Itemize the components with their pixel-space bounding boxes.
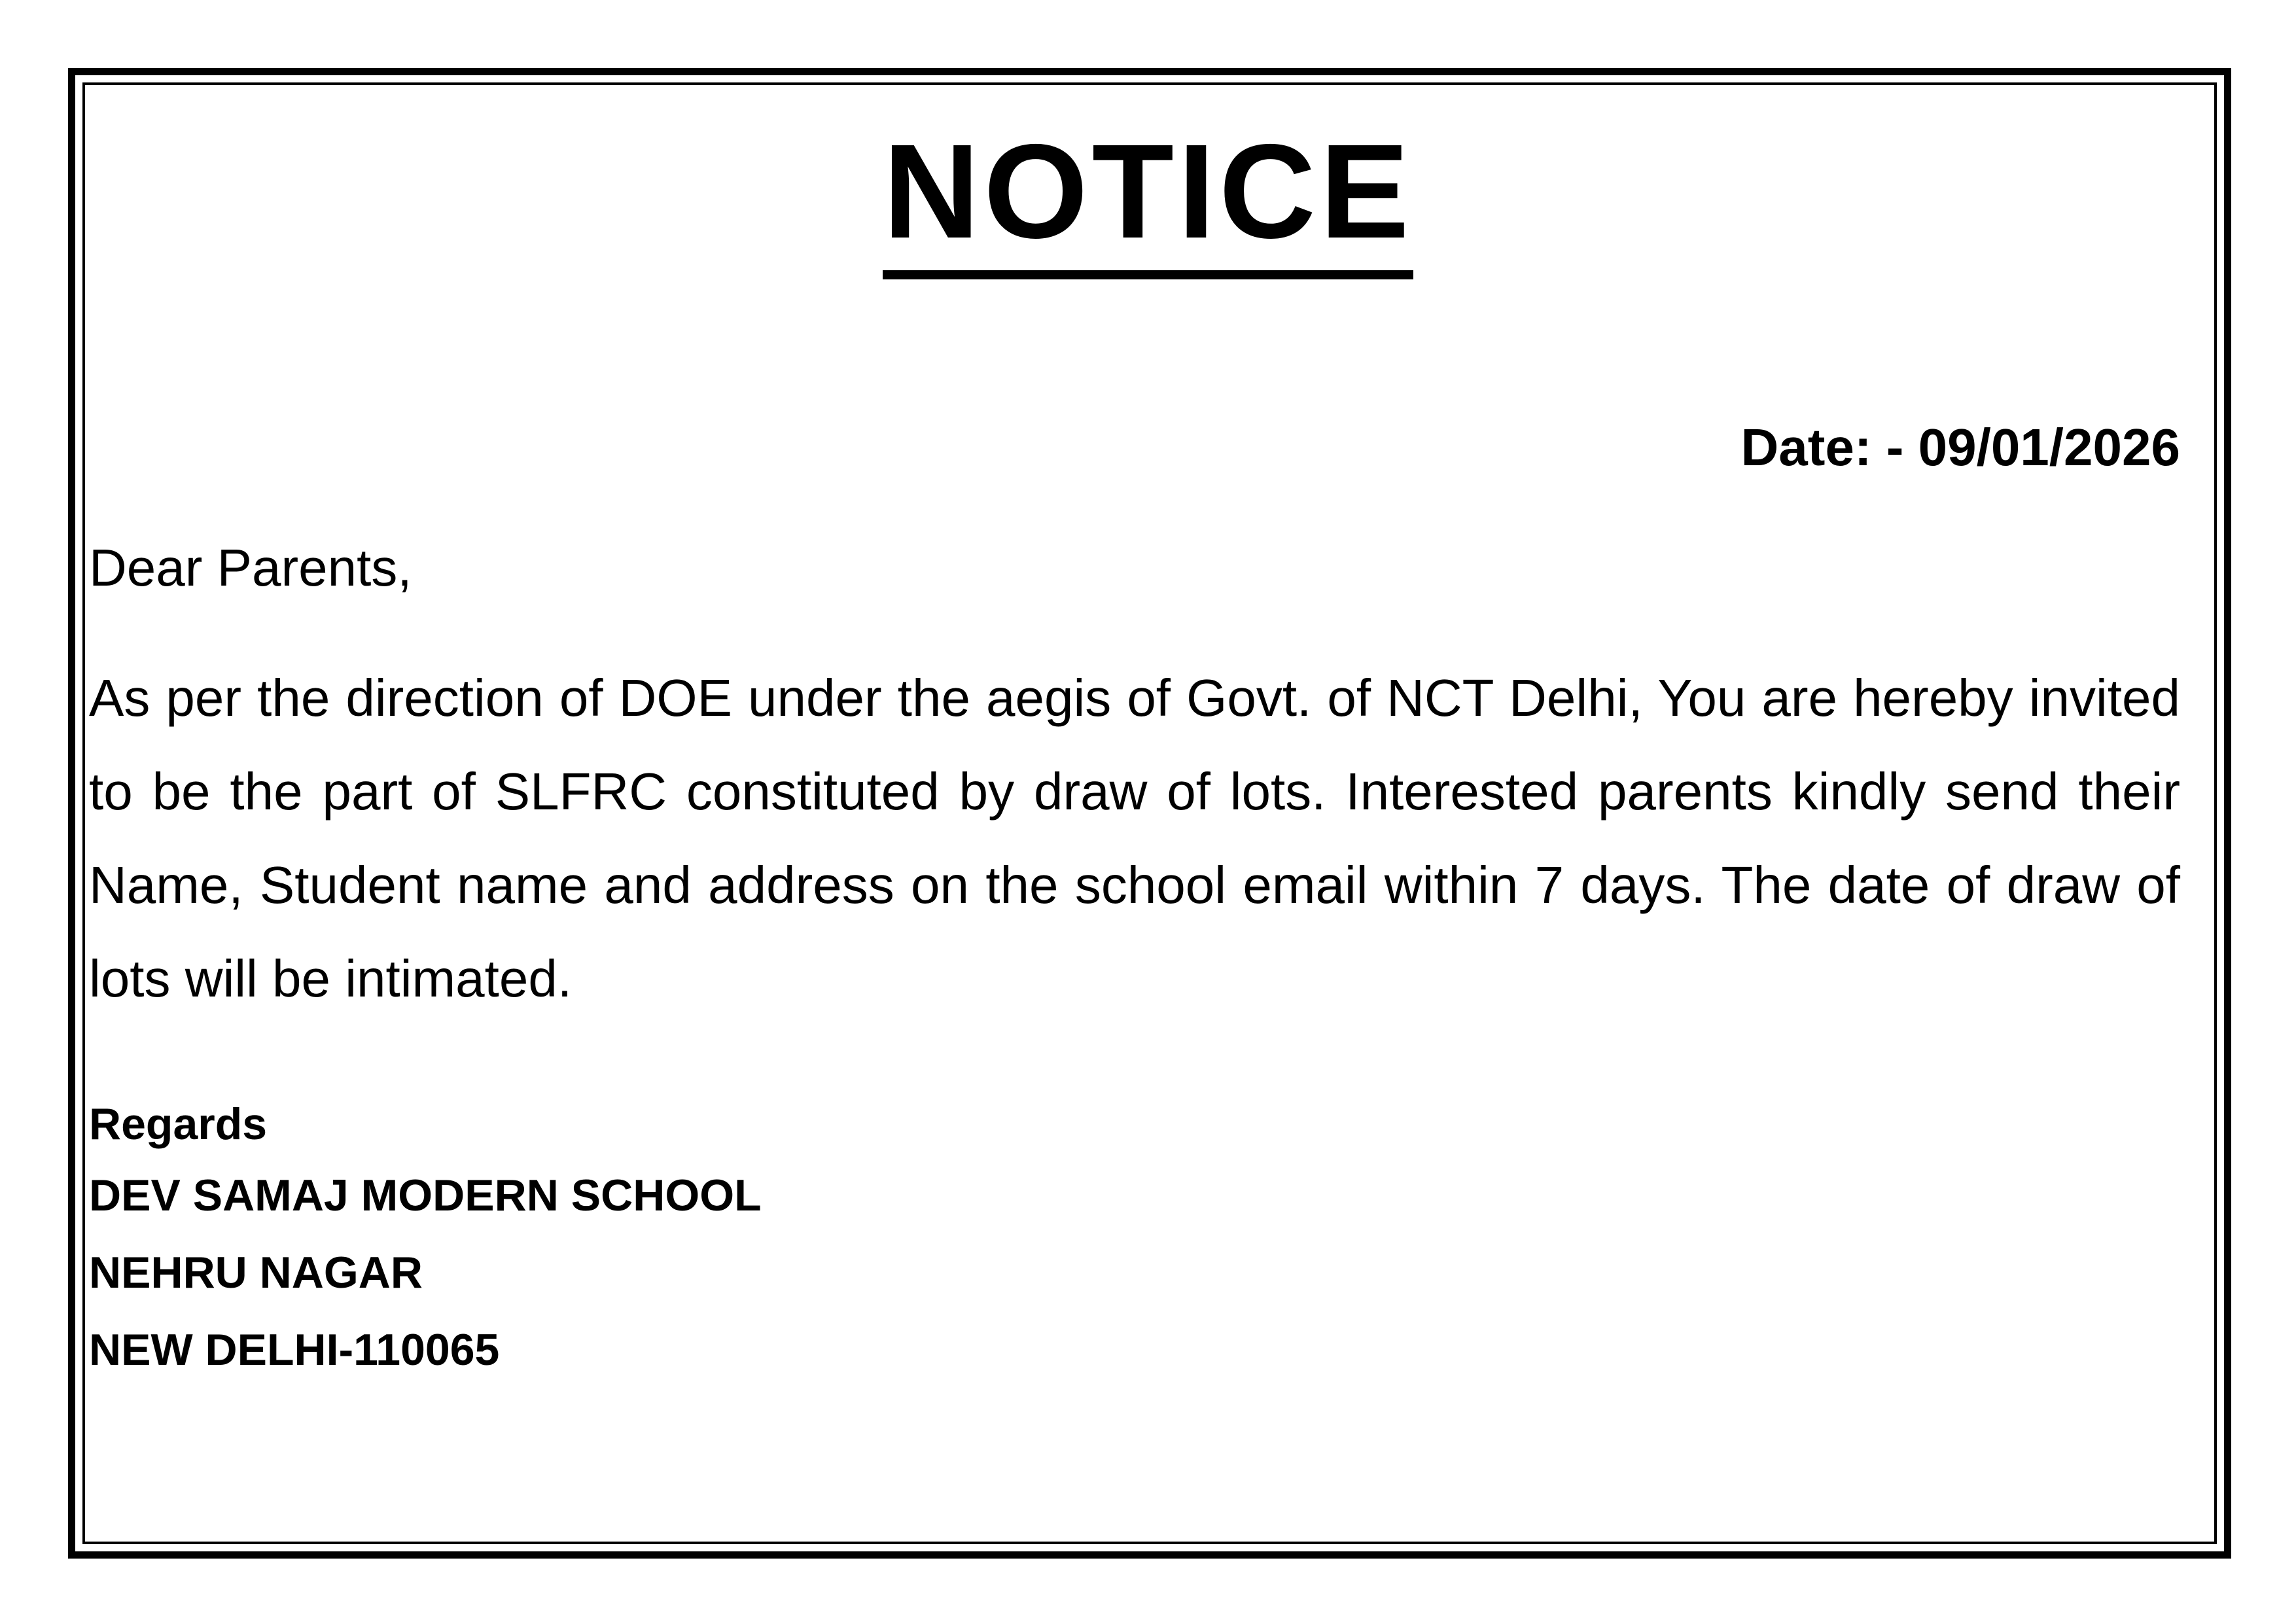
school-name: DEV SAMAJ MODERN SCHOOL xyxy=(89,1171,762,1220)
regards-text: Regards xyxy=(89,1099,268,1149)
notice-date: Date: - 09/01/2026 xyxy=(1740,418,2180,476)
salutation: Dear Parents, xyxy=(89,538,412,597)
notice-title xyxy=(0,116,2296,279)
notice-title-text: NOTICE xyxy=(883,124,1413,279)
notice-body: As per the direction of DOE under the aegis of Govt. of NCT Delhi, You are hereby invited to be the part of SLFRC constituted by draw of lots. Interested parents kindly send their Name, Student name and address on the school email within 7 days. The date of draw of lots will be intimated. xyxy=(89,669,2180,1008)
address-line-1: NEHRU NAGAR xyxy=(89,1248,423,1297)
closing-block xyxy=(89,1091,2180,1388)
address-line-2: NEW DELHI-110065 xyxy=(89,1325,500,1375)
